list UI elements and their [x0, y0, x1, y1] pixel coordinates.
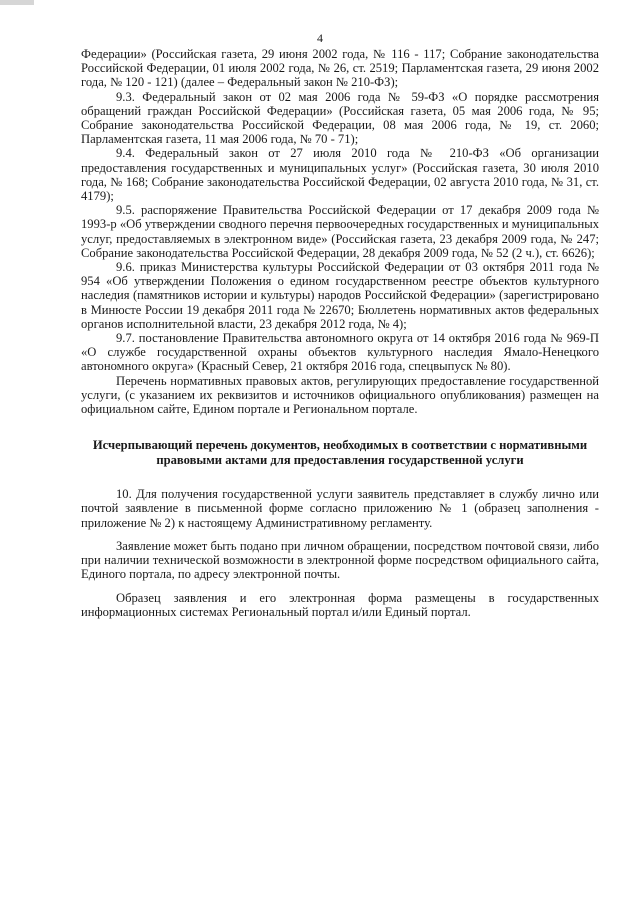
page-number: 4 — [317, 31, 323, 45]
paragraph-10: 10. Для получения государственной услуги заявитель представляет в службу лично или почтой заявление в письменной форме согласно приложению № 1 (образец заполнения - приложение № 2) к настоящему Административному регламенту. — [81, 487, 599, 530]
paragraph-9-6: 9.6. приказ Министерства культуры Российской Федерации от 03 октября 2011 года № 954 «Об утверждении Положения о едином государственном реестре объектов культурного наследия (памятников истории и культуры) народов Российской Федерации» (зарегистрировано в Минюсте России 19 декабря 2011 года № 22670; Бюллетень нормативных актов федеральных органов исполнительной власти, 23 декабря 2012 года, № 4); — [81, 260, 599, 331]
paragraph-application-template: Образец заявления и его электронная форма размещены в государственных информационных системах Региональный портал и/или Единый портал. — [81, 590, 599, 619]
paragraph-gap — [81, 582, 599, 591]
paragraph-9-7: 9.7. постановление Правительства автономного округа от 14 октября 2016 года № 969-П «О службе государственной охраны объектов культурного наследия Ямало-Ненецкого автономного округа» (Красный Север, 21 октября 2016 года, спецвыпуск № 80). — [81, 331, 599, 374]
section-heading-documents: Исчерпывающий перечень документов, необходимых в соответствии с нормативными правовыми актами для предоставления государственной услуги — [92, 438, 588, 468]
document-body — [81, 47, 599, 619]
paragraph-9-4: 9.4. Федеральный закон от 27 июля 2010 года № 210-ФЗ «Об организации предоставления государственных и муниципальных услуг» (Российская газета, 30 июля 2010 года, № 168; Собрание законодательства Российской Федерации, 02 августа 2010 года, № 31, ст. 4179); — [81, 146, 599, 204]
paragraph-federal-law-210-citation: Федерации» (Российская газета, 29 июня 2002 года, № 116 - 117; Собрание законодательства Российской Федерации, 01 июля 2002 года, № 26, ст. 2519; Парламентская газета, 29 июня 2002 года, № 120 - 121) (далее – Федеральный закон № 210-ФЗ); — [81, 47, 599, 90]
scan-corner-mark — [0, 0, 34, 5]
paragraph-9-5: 9.5. распоряжение Правительства Российской Федерации от 17 декабря 2009 года № 1993-р «Об утверждении сводного перечня первоочередных государственных и муниципальных услуг, предоставляемых в электронном виде» (Российская газета, 23 декабря 2009 года, № 247; Собрание законодательства Российской Федерации, 28 декабря 2009 года, № 52 (2 ч.), ст. 6626); — [81, 203, 599, 260]
paragraph-acts-list-location: Перечень нормативных правовых актов, регулирующих предоставление государственной услуги, (с указанием их реквизитов и источников официального опубликования) размещен на официальном сайте, Едином портале и Региональном портале. — [81, 373, 599, 417]
paragraph-application-submission: Заявление может быть подано при личном обращении, посредством почтовой связи, либо при наличии технической возможности в электронной форме посредством официального сайта, Единого портала, по адресу электронной почты. — [81, 538, 599, 582]
paragraph-9-3: 9.3. Федеральный закон от 02 мая 2006 года № 59-ФЗ «О порядке рассмотрения обращений граждан Российской Федерации» (Российская газета, 05 мая 2006 года, № 95; Собрание законодательства Российской Федерации, 08 мая 2006 года, № 19, ст. 2060; Парламентская газета, 11 мая 2006 года, № 70 - 71); — [81, 89, 599, 147]
paragraph-gap — [81, 530, 599, 539]
